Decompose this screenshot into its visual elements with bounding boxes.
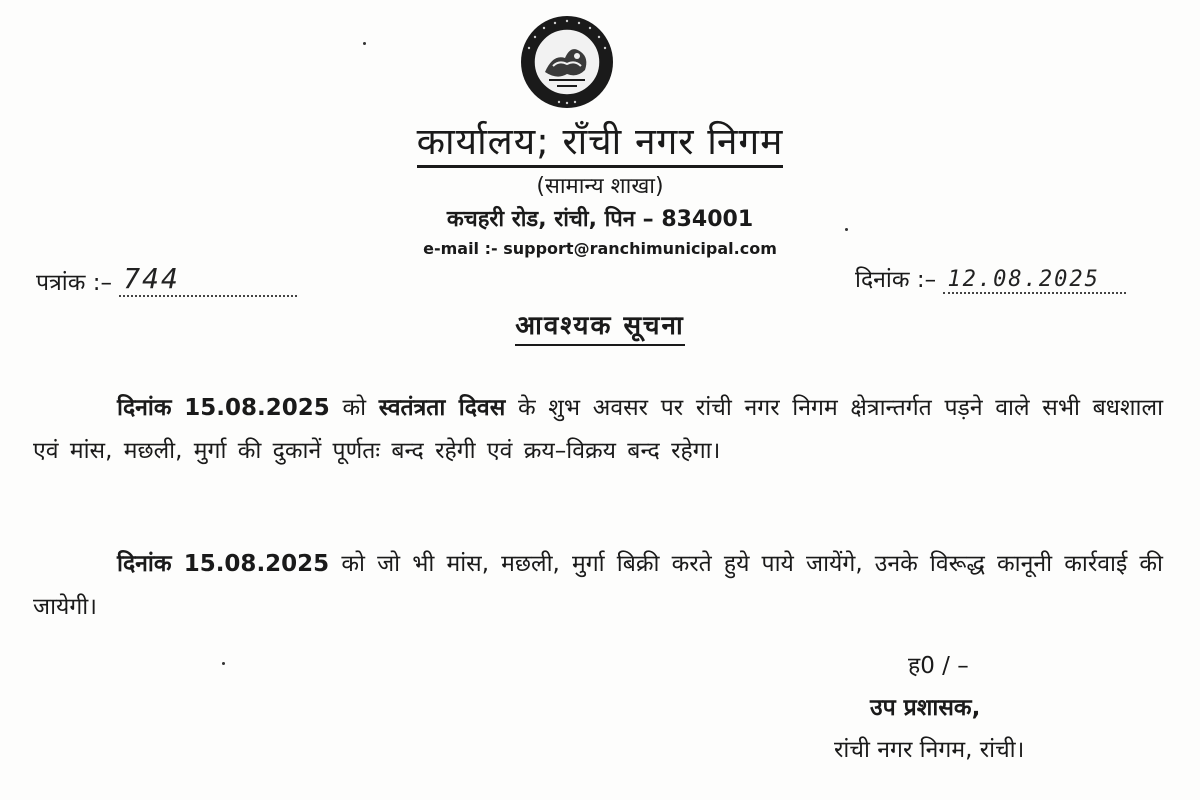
signature-mark: ह0 / –: [908, 653, 969, 679]
para2-text: को जो भी मांस, मछली, मुर्गा बिक्री करते हुये पाये जायेंगे, उनके विरूद्ध कानूनी कार्रवाई की जायेगी।: [33, 551, 1164, 620]
signatory-title: उप प्रशासक,: [870, 695, 981, 721]
scan-speck: [363, 42, 366, 45]
para1-date: 15.08.2025: [184, 395, 330, 421]
office-title: [0, 114, 1200, 165]
letter-number-label: पत्रांक :–: [36, 270, 112, 296]
date-value: 12.08.2025: [943, 267, 1126, 294]
signatory-office: रांची नगर निगम, रांची।: [834, 737, 1025, 763]
ranchi-municipal-corporation-seal: [519, 14, 615, 110]
para1-event: स्वतंत्रता दिवस: [378, 395, 506, 421]
letter-number-row: [36, 262, 297, 297]
para2-date-label: दिनांक: [117, 551, 172, 577]
letter-number-value: 744: [119, 262, 297, 297]
signature-block: [820, 645, 1160, 771]
office-email: e-mail :- support@ranchimunicipal.com: [423, 239, 777, 258]
para1-date-label: दिनांक: [117, 395, 172, 421]
notice-paragraph-1: [33, 387, 1163, 473]
date-row: [855, 262, 1126, 294]
notice-paragraph-2: [33, 543, 1163, 629]
scan-speck: [222, 662, 225, 665]
scan-speck: [845, 228, 848, 231]
para2-date: 15.08.2025: [183, 551, 330, 577]
office-address: कचहरी रोड, रांची, पिन – 834001: [446, 207, 754, 232]
notice-title: [0, 306, 1200, 342]
office-title-text: कार्यालय; राँची नगर निगम: [417, 120, 784, 168]
para1-text-a: को: [342, 395, 367, 421]
para1-text-b: के शुभ अवसर पर रांची नगर निगम क्षेत्रान्तर्गत पड़ने वाले सभी बधशाला एवं मांस, मछली, मुर्गा की दुकानें पूर्णतः बन्द रहेगी एवं क्रय–विक्रय बन्द रहेगा।: [33, 395, 1164, 464]
date-label: दिनांक :–: [855, 267, 937, 293]
notice-title-text: आवश्यक सूचना: [515, 311, 684, 346]
branch-name: (सामान्य शाखा): [536, 174, 664, 199]
